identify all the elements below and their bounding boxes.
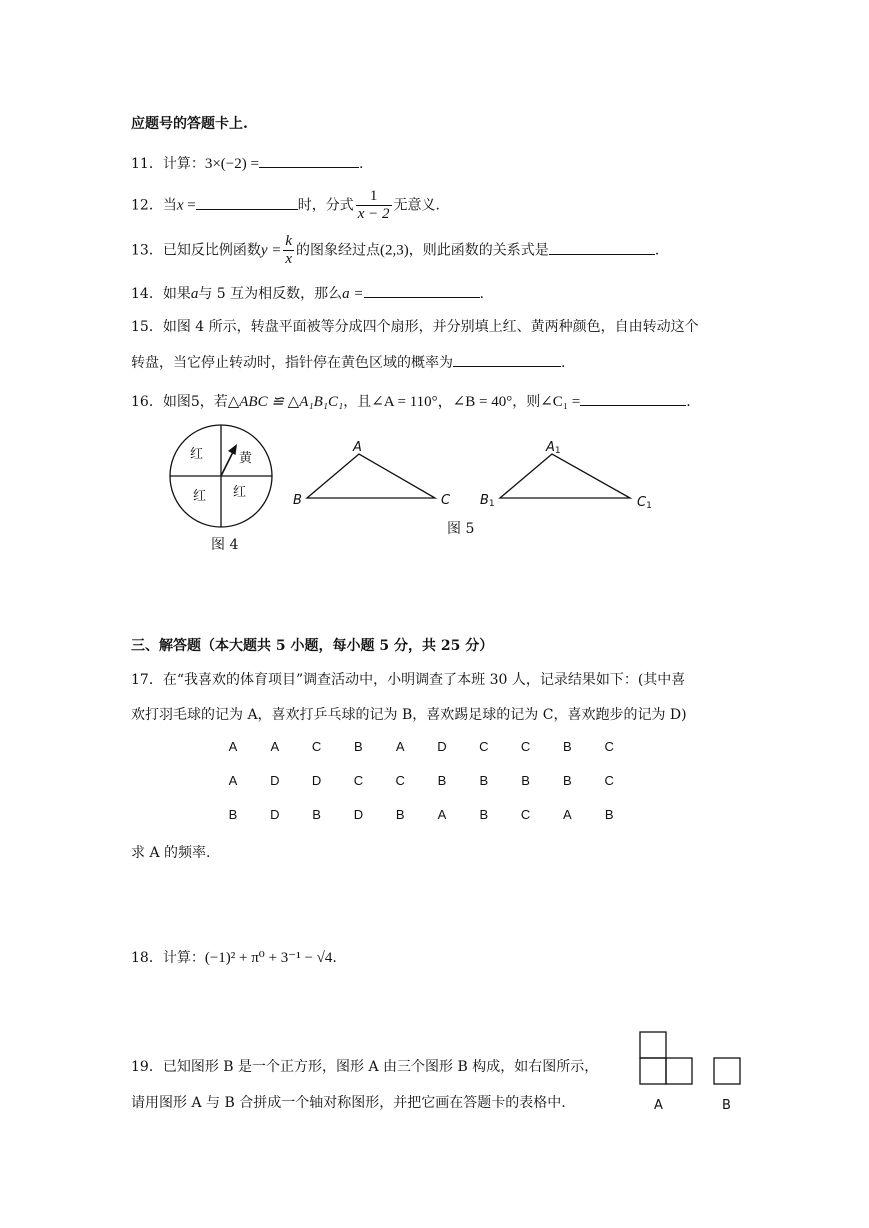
shape-a <box>640 1032 692 1084</box>
q12-fraction <box>356 188 392 223</box>
intro-text: 应题号的答题卡上. <box>131 116 248 132</box>
vertex-c1-label: C1 <box>637 495 652 511</box>
triangle-abc <box>307 454 435 498</box>
q15-line-2 <box>131 352 565 373</box>
question-18 <box>131 948 337 968</box>
table-cell: B <box>563 773 572 788</box>
table-cell: B <box>563 739 572 754</box>
table-cell: C <box>520 739 531 754</box>
q19-line-1: 19．已知图形 B 是一个正方形，图形 A 由三个图形 B 构成，如右图所示， <box>131 1059 599 1075</box>
q16-end: . <box>686 394 691 410</box>
question-12 <box>131 188 440 223</box>
pointer-arrowhead-icon <box>228 444 237 455</box>
q15-end: . <box>561 355 566 371</box>
q12-denominator: x − 2 <box>357 206 390 222</box>
q13-mid: 的图象经过点 <box>296 242 381 259</box>
table-cell: A <box>395 739 405 754</box>
table-cell: A <box>270 739 280 754</box>
table-cell: A <box>437 807 447 822</box>
spinner-pointer <box>221 450 234 476</box>
table-cell: D <box>270 773 280 788</box>
table-cell: D <box>353 807 364 822</box>
figure-4-spinner <box>160 414 290 554</box>
q16-angle-a: ∠A = 110°， <box>371 394 453 410</box>
q16-mid: ，且 <box>343 394 372 410</box>
table-cell: C <box>311 739 322 754</box>
table-cell: B <box>479 773 489 788</box>
q14-a-equals: a = <box>342 286 364 302</box>
table-cell: B <box>604 807 614 822</box>
q12-answer-blank[interactable] <box>196 195 298 210</box>
vertex-b1-label: B1 <box>480 493 495 509</box>
q11-expression: 3×(−2) = <box>204 156 259 172</box>
q16-angle-c1: ∠C₁ = <box>540 394 581 410</box>
q11-answer-blank[interactable] <box>259 153 359 168</box>
table-cell: C <box>604 773 614 788</box>
q16-angle-b: ∠B = 40° <box>452 394 513 410</box>
q13-denominator: x <box>285 251 293 267</box>
q12-equals: = <box>187 197 196 214</box>
q13-numerator: k <box>285 233 293 249</box>
figure-4-caption: 图 4 <box>211 537 239 553</box>
sector-top-right-label: 黄 <box>239 451 253 466</box>
q19-shapes-figure <box>632 1024 752 1119</box>
table-cell: B <box>228 807 238 822</box>
table-cell: B <box>437 773 447 788</box>
q15-line-1: 15．如图 4 所示，转盘平面被等分成四个扇形，并分别填上红、黄两种颜色，自由转动这个 <box>131 319 699 335</box>
q13-mid2: ，则此函数的关系式是 <box>408 242 549 259</box>
vertex-a-label: A <box>353 440 362 455</box>
table-cell: A <box>228 739 238 754</box>
section-3-heading: 三、解答题（本大题共 5 小题，每小题 5 分，共 25 分） <box>131 638 494 654</box>
q17-line-2: 欢打羽毛球的记为 A，喜欢打乒乓球的记为 B，喜欢踢足球的记为 C，喜欢跑步的记为 D) <box>131 707 687 723</box>
q14-label: 14．如果 <box>131 286 191 302</box>
table-cell: B <box>395 807 405 822</box>
triangle-a1b1c1 <box>500 454 630 498</box>
sector-top-left-label: 红 <box>190 447 204 462</box>
q12-mid: 时，分式 <box>297 197 354 214</box>
sector-bottom-right-label: 红 <box>233 485 247 500</box>
q16-mid2: ，则 <box>512 394 541 410</box>
q17-question: 求 A 的频率. <box>131 845 211 861</box>
question-14 <box>131 283 484 304</box>
q16-label: 16．如图5，若 <box>131 394 228 410</box>
table-cell: C <box>353 773 364 788</box>
question-16 <box>131 391 691 412</box>
q12-variable: x <box>176 197 184 214</box>
q14-mid: 与 5 互为相反数，那么 <box>198 286 343 302</box>
vertex-b-label: B <box>293 493 302 508</box>
q12-numerator: 1 <box>356 188 392 206</box>
q13-fraction <box>283 233 294 268</box>
table-cell: C <box>479 739 489 754</box>
table-cell: C <box>395 773 405 788</box>
vertex-a1-label: A1 <box>546 440 561 456</box>
q13-end: . <box>654 242 660 259</box>
table-cell: D <box>311 773 322 788</box>
q13-label: 13．已知反比例函数 <box>131 242 261 259</box>
question-13 <box>131 233 659 268</box>
q18-label: 18．计算： <box>131 950 205 966</box>
q15-text: 转盘，当它停止转动时，指针停在黄色区域的概率为 <box>131 355 453 371</box>
table-cell: B <box>521 773 530 788</box>
q18-end: . <box>332 950 337 966</box>
q14-answer-blank[interactable] <box>364 283 480 298</box>
q18-expression: (−1)² + π⁰ + 3⁻¹ − √4 <box>204 950 333 966</box>
figure-5-caption: 图 5 <box>447 521 475 537</box>
q16-congruence: △ABC ≌ △A₁B₁C₁ <box>227 394 344 410</box>
q12-label: 12．当 <box>131 197 177 214</box>
table-cell: A <box>228 773 238 788</box>
vertex-c-label: C <box>441 493 451 508</box>
table-cell: B <box>312 807 321 822</box>
q14-a: a <box>190 286 199 302</box>
q11-period: . <box>358 156 364 172</box>
q12-end: 无意义. <box>393 197 440 214</box>
q15-answer-blank[interactable] <box>453 352 561 367</box>
table-cell: B <box>354 739 363 754</box>
q13-answer-blank[interactable] <box>549 240 655 255</box>
q16-answer-blank[interactable] <box>580 391 686 406</box>
table-cell: C <box>520 807 531 822</box>
question-11 <box>131 153 363 174</box>
table-cell: C <box>604 739 614 754</box>
figure-5-triangles <box>285 434 665 514</box>
q14-end: . <box>479 286 484 302</box>
q11-label: 11．计算： <box>131 156 205 172</box>
table-cell: D <box>270 807 280 822</box>
table-cell: D <box>437 739 447 754</box>
q13-point: (2,3) <box>380 242 409 259</box>
shape-b-label: B <box>722 1098 731 1113</box>
q13-lhs: y = <box>260 242 282 259</box>
q19-line-2: 请用图形 A 与 B 合拼成一个轴对称图形，并把它画在答题卡的表格中. <box>131 1095 566 1111</box>
table-cell: A <box>563 807 572 822</box>
shape-b <box>714 1058 740 1084</box>
shape-a-label: A <box>654 1098 663 1113</box>
sector-bottom-left-label: 红 <box>193 489 207 504</box>
q17-line-1: 17．在“我喜欢的体育项目”调查活动中，小明调查了本班 30 人，记录结果如下：(其中喜 <box>131 672 686 688</box>
table-cell: B <box>479 807 489 822</box>
